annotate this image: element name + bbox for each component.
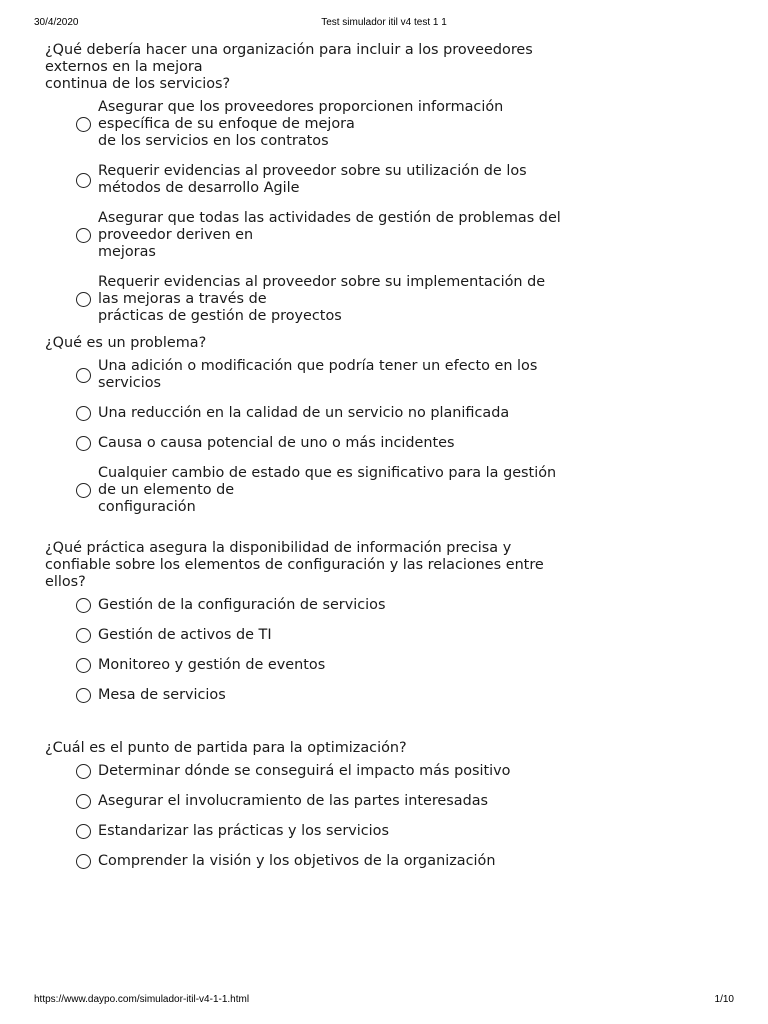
page-footer-url[interactable]: https://www.daypo.com/simulador-itil-v4-1-1.html: [34, 994, 250, 1005]
page-header-date: 30/4/2020: [34, 17, 79, 28]
radio-button[interactable]: [76, 688, 91, 703]
page-number: 1/10: [714, 994, 734, 1005]
options-list: [45, 597, 625, 704]
question-3: [45, 540, 625, 704]
answer-option-label: Determinar dónde se conseguirá el impacto más positivo: [98, 763, 511, 779]
options-list: [45, 99, 625, 325]
options-list: [45, 763, 625, 870]
radio-button[interactable]: [76, 854, 91, 869]
answer-option[interactable]: [76, 210, 625, 261]
answer-option[interactable]: [76, 99, 625, 150]
question-text: ¿Qué debería hacer una organización para incluir a los proveedores externos en la mejora continua de los servicios?: [45, 42, 533, 92]
radio-button[interactable]: [76, 824, 91, 839]
answer-option[interactable]: [76, 687, 625, 704]
question-1: [45, 42, 625, 325]
answer-option[interactable]: [76, 597, 625, 614]
question-text: ¿Qué es un problema?: [45, 335, 207, 351]
radio-button[interactable]: [76, 406, 91, 421]
answer-option-label: Causa o causa potencial de uno o más incidentes: [98, 435, 455, 451]
options-list: [45, 358, 625, 516]
answer-option-label: Asegurar que los proveedores proporcionen información específica de su enfoque de mejora de los servicios en los contratos: [98, 99, 504, 149]
answer-option[interactable]: [76, 465, 625, 516]
radio-button[interactable]: [76, 483, 91, 498]
answer-option-label: Cualquier cambio de estado que es significativo para la gestión de un elemento de configuración: [98, 465, 557, 515]
answer-option[interactable]: [76, 405, 625, 422]
question-4: [45, 740, 625, 870]
answer-option-label: Asegurar que todas las actividades de gestión de problemas del proveedor deriven en mejoras: [98, 210, 561, 260]
radio-button[interactable]: [76, 173, 91, 188]
radio-button[interactable]: [76, 794, 91, 809]
answer-option[interactable]: [76, 793, 625, 810]
radio-button[interactable]: [76, 117, 91, 132]
answer-option-label: Comprender la visión y los objetivos de la organización: [98, 853, 496, 869]
answer-option[interactable]: [76, 853, 625, 870]
answer-option-label: Monitoreo y gestión de eventos: [98, 657, 326, 673]
answer-option-label: Estandarizar las prácticas y los servicios: [98, 823, 389, 839]
answer-option[interactable]: [76, 763, 625, 780]
radio-button[interactable]: [76, 228, 91, 243]
answer-option[interactable]: [76, 358, 625, 392]
radio-button[interactable]: [76, 436, 91, 451]
answer-option-label: Asegurar el involucramiento de las partes interesadas: [98, 793, 489, 809]
answer-option-label: Una reducción en la calidad de un servicio no planificada: [98, 405, 510, 421]
answer-option-label: Requerir evidencias al proveedor sobre su implementación de las mejoras a través de prácticas de gestión de proyectos: [98, 274, 546, 324]
answer-option-label: Una adición o modificación que podría tener un efecto en los servicios: [98, 358, 538, 391]
radio-button[interactable]: [76, 764, 91, 779]
radio-button[interactable]: [76, 598, 91, 613]
question-2: [45, 335, 625, 516]
answer-option[interactable]: [76, 163, 625, 197]
question-text: ¿Qué práctica asegura la disponibilidad de información precisa y confiable sobre los elementos de configuración y las relaciones entre ellos?: [45, 540, 544, 590]
answer-option[interactable]: [76, 274, 625, 325]
answer-option-label: Requerir evidencias al proveedor sobre su utilización de los métodos de desarrollo Agile: [98, 163, 527, 196]
radio-button[interactable]: [76, 292, 91, 307]
answer-option[interactable]: [76, 657, 625, 674]
question-text: ¿Cuál es el punto de partida para la optimización?: [45, 740, 407, 756]
radio-button[interactable]: [76, 628, 91, 643]
answer-option-label: Gestión de activos de TI: [98, 627, 272, 643]
page-header-title: Test simulador itil v4 test 1 1: [321, 17, 447, 28]
answer-option[interactable]: [76, 627, 625, 644]
answer-option[interactable]: [76, 435, 625, 452]
answer-option-label: Mesa de servicios: [98, 687, 226, 703]
answer-option-label: Gestión de la configuración de servicios: [98, 597, 386, 613]
radio-button[interactable]: [76, 658, 91, 673]
answer-option[interactable]: [76, 823, 625, 840]
radio-button[interactable]: [76, 368, 91, 383]
